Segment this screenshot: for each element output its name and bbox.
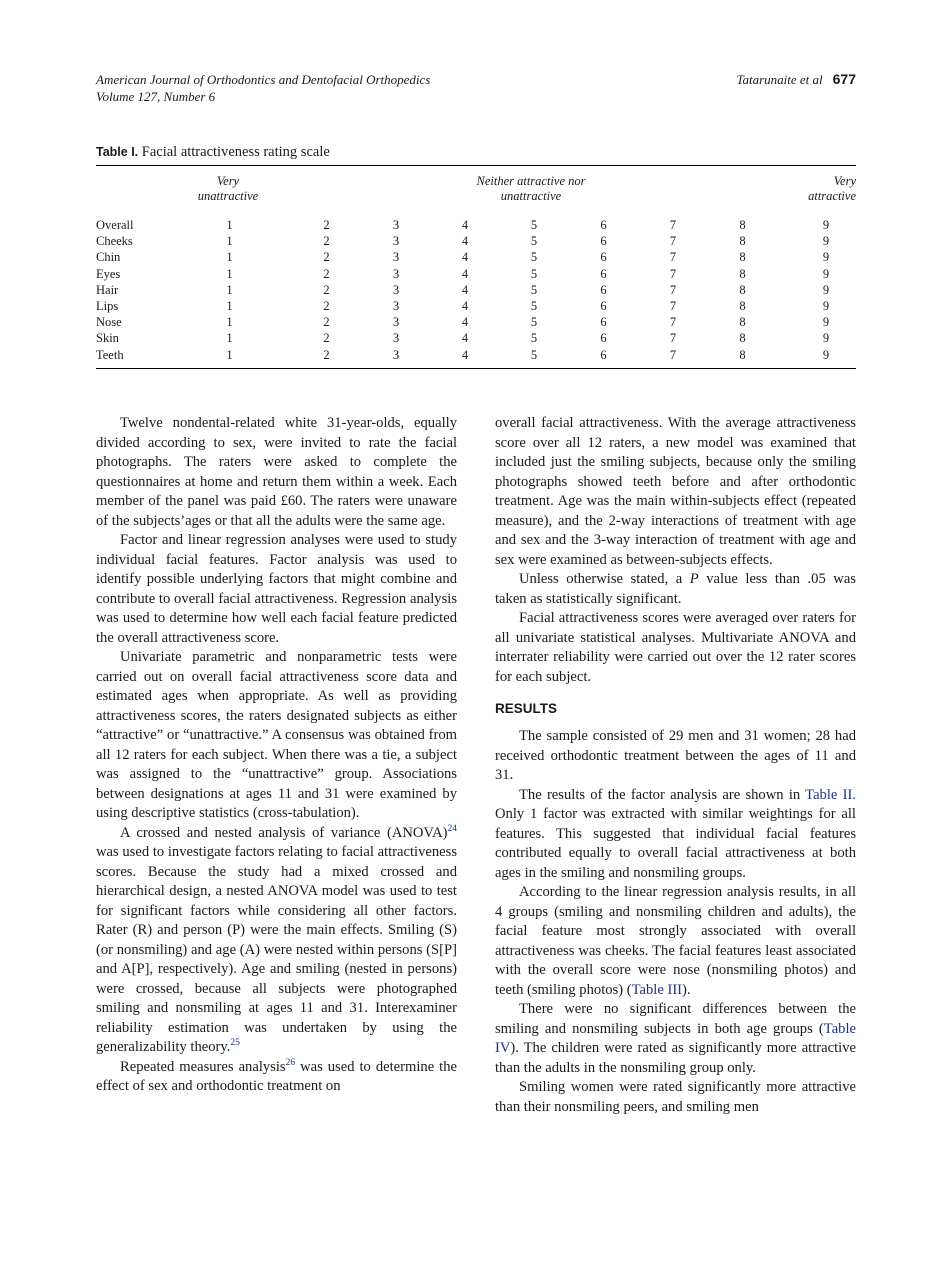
citation-link[interactable]: 24 xyxy=(447,823,457,834)
scale-cell: 9 xyxy=(822,266,830,281)
scale-cell: 6 xyxy=(600,331,607,346)
row-label: Eyes xyxy=(96,266,121,281)
scale-cell: 6 xyxy=(600,282,607,297)
scale-cell: 9 xyxy=(822,282,830,297)
scale-cell: 1 xyxy=(226,299,233,314)
running-header-right xyxy=(736,71,856,88)
scale-cell: 3 xyxy=(392,218,400,232)
scale-cell: 6 xyxy=(600,250,607,265)
row-label: Cheeks xyxy=(96,234,133,249)
section-heading-results: RESULTS xyxy=(495,701,558,716)
scale-cell: 9 xyxy=(822,299,830,314)
scale-cell: 8 xyxy=(739,266,746,281)
paragraph: The results of the factor analysis are shown in Table II. Only 1 factor was extracted with similar weightings for all features. This suggested that individual facial features contributed equally to overall facial attractiveness at both ages in the smiling and nonsmiling groups. xyxy=(495,786,857,881)
scale-cell: 3 xyxy=(392,250,400,265)
scale-cell: 6 xyxy=(600,266,607,281)
scale-cell: 2 xyxy=(323,218,330,232)
scale-cell: 1 xyxy=(226,331,233,346)
citation-link[interactable]: 26 xyxy=(285,1057,296,1068)
scale-cell: 7 xyxy=(669,331,677,346)
scale-cell: 2 xyxy=(323,347,330,362)
scale-cell: 7 xyxy=(669,315,677,330)
table-row xyxy=(96,266,856,282)
scale-cell: 9 xyxy=(822,218,830,232)
scale-cell: 1 xyxy=(226,282,233,297)
scale-cell: 3 xyxy=(392,347,400,362)
scale-cell: 5 xyxy=(530,218,538,232)
table-row xyxy=(96,330,856,346)
table-row xyxy=(96,347,856,363)
scale-cell: 6 xyxy=(600,347,607,362)
scale-cell: 5 xyxy=(530,347,538,362)
paragraph: Repeated measures analysis$^{26}$ was used to determine the effect of sex and orthodontic treatment on xyxy=(96,1057,458,1094)
scale-cell: 8 xyxy=(739,234,746,249)
scale-cell: 6 xyxy=(600,315,607,330)
paragraph: Univariate parametric and nonparametric tests were carried out on overall facial attractiveness score data and estimated ages when appropriate. As well as providing attractiveness scores, the raters designated subjects as either “attractive” or “unattractive.” A consensus was obtained from all 12 raters for each subject. When there was a tie, a subject was assigned to the “unattractive” group. Associations between designations at ages 11 and 31 were examined by using descriptive statistics (cross-tabulation). xyxy=(96,649,457,821)
scale-cell: 5 xyxy=(530,299,538,314)
row-label: Chin xyxy=(96,250,121,265)
anchor-very-unattractive: Very unattractive xyxy=(197,174,259,203)
table-row xyxy=(96,282,856,298)
paragraph: Factor and linear regression analyses were used to study individual facial features. Factor analysis was used to identify possible underlying factors that might combine and contribute to overall facial attractiveness. Regression analysis was used to determine how well each facial feature predicted the overall attractiveness score. xyxy=(96,532,457,646)
journal-volume: Volume 127, Number 6 xyxy=(96,89,216,104)
scale-cell: 4 xyxy=(461,234,469,249)
scale-cell: 3 xyxy=(392,266,400,281)
scale-cell: 5 xyxy=(530,266,538,281)
scale-cell: 3 xyxy=(392,331,400,346)
scale-cell: 6 xyxy=(600,234,607,249)
scale-cell: 3 xyxy=(392,282,400,297)
row-label: Nose xyxy=(96,315,122,330)
rating-grid xyxy=(96,217,856,363)
scale-cell: 9 xyxy=(822,234,830,249)
paragraph: There were no significant differences between the smiling and nonsmiling subjects in both age groups (Table IV). The children were rated as significantly more attractive than the adults in the nonsmiling group only. xyxy=(495,1001,856,1076)
scale-cell: 7 xyxy=(669,299,677,314)
scale-cell: 4 xyxy=(461,299,469,314)
scale-cell: 5 xyxy=(530,282,538,297)
scale-cell: 1 xyxy=(226,266,233,281)
scale-cell: 4 xyxy=(461,218,469,232)
scale-cell: 7 xyxy=(669,218,677,232)
anchor-neutral: Neither attractive nor unattractive xyxy=(476,174,586,203)
scale-cell: 5 xyxy=(530,315,538,330)
scale-cell: 3 xyxy=(392,299,400,314)
scale-cell: 2 xyxy=(323,282,330,297)
scale-cell: 1 xyxy=(226,250,233,265)
scale-cell: 2 xyxy=(323,331,330,346)
scale-cell: 9 xyxy=(822,347,830,362)
scale-cell: 8 xyxy=(739,315,746,330)
scale-cell: 7 xyxy=(669,347,677,362)
table-row xyxy=(96,314,856,330)
scale-cell: 1 xyxy=(226,218,233,232)
paragraph: overall facial attractiveness. With the average attractiveness score over all 12 raters, a new model was examined that included just the smiling subjects, because only the smiling photographs showed teeth before and after orthodontic treatment. Age was the main within-subjects effect (repeated measure), and the 2-way interactions of treatment with age and sex and the 3-way interaction of treatment with age and sex were examined as between-subjects effects. xyxy=(495,415,856,568)
paragraph: The sample consisted of 29 men and 31 women; 28 had received orthodontic treatment between the ages of 11 and 31. xyxy=(495,728,856,783)
table-row xyxy=(96,233,856,249)
page-number: 677 xyxy=(832,71,856,87)
scale-cell: 5 xyxy=(530,250,538,265)
row-label: Hair xyxy=(96,282,119,297)
text-column-right xyxy=(495,414,856,1117)
scale-cell: 2 xyxy=(323,315,330,330)
scale-cell: 3 xyxy=(392,234,400,249)
table-label: Table I. xyxy=(96,145,139,159)
scale-cell: 5 xyxy=(530,331,538,346)
paragraph: A crossed and nested analysis of variance (ANOVA)$^{24}$ was used to investigate factors relating to facial attractiveness scores. Because the study had a mixed crossed and hierarchical design, a nested ANOVA model was used to test for significant factors while considering all other factors. Rater (R) and person (P) were the main effects. Smiling (S) (or nonsmiling) and age (A) were nested within persons (S[P] and A[P], respectively). Age and smiling (nested in persons) were crossed, because all subjects were photographed smiling and nonsmiling at ages 11 and 31. Interexaminer reliability estimation was undertaken by using the generalizability theory.$^{25}$ xyxy=(96,823,457,1055)
scale-cell: 1 xyxy=(226,347,233,362)
scale-cell: 8 xyxy=(739,347,746,362)
paragraph: Unless otherwise stated, a P value less than .05 was taken as statistically significant. xyxy=(495,571,856,607)
table-bottom-rule xyxy=(96,368,856,369)
table-row xyxy=(96,217,856,233)
row-label: Skin xyxy=(96,331,119,346)
scale-cell: 4 xyxy=(461,331,469,346)
citation-link[interactable]: 25 xyxy=(230,1038,240,1049)
scale-cell: 2 xyxy=(323,266,330,281)
scale-cell: 4 xyxy=(461,266,469,281)
text-column-left xyxy=(96,414,457,1097)
paragraph: Twelve nondental-related white 31-year-olds, equally divided according to sex, were invited to rate the facial photographs. The raters were asked to complete the questionnaires at home and return them within a week. Each member of the panel was paid £60. The raters were unaware of the subjects’ages or that all the adults were the same age. xyxy=(96,415,457,529)
scale-cell: 3 xyxy=(392,315,400,330)
table-row xyxy=(96,249,856,265)
paragraph: Facial attractiveness scores were averaged over raters for all univariate statistical analyses. Multivariate ANOVA and interrater reliability were carried out over the 12 rater scores for each subject. xyxy=(495,610,856,685)
table-link[interactable]: Table III xyxy=(631,981,683,998)
scale-cell: 8 xyxy=(739,250,746,265)
table-link[interactable]: Table II. xyxy=(805,786,857,803)
row-label: Lips xyxy=(96,299,119,314)
scale-cell: 4 xyxy=(461,282,469,297)
running-authors: Tatarunaite et al xyxy=(736,72,823,87)
scale-cell: 2 xyxy=(323,234,330,249)
paragraph: According to the linear regression analysis results, in all 4 groups (smiling and nonsmiling children and adults), the facial feature most strongly associated with overall attractiveness was cheeks. The facial features least associated with the overall score were nose (nonsmiling photos) and teeth (smiling photos) (Table III). xyxy=(495,884,856,998)
running-header-left xyxy=(96,71,430,105)
scale-cell: 8 xyxy=(739,331,746,346)
table-row xyxy=(96,298,856,314)
row-label: Teeth xyxy=(96,347,124,362)
scale-cell: 8 xyxy=(739,218,746,232)
scale-cell: 1 xyxy=(226,234,233,249)
paragraph: Smiling women were rated significantly more attractive than their nonsmiling peers, and smiling men xyxy=(495,1079,856,1115)
scale-cell: 8 xyxy=(739,282,746,297)
scale-cell: 6 xyxy=(600,218,607,232)
scale-cell: 4 xyxy=(461,250,469,265)
scale-cell: 9 xyxy=(822,250,830,265)
scale-cell: 2 xyxy=(323,250,330,265)
anchor-very-attractive: Very attractive xyxy=(808,174,856,203)
table-title: Facial attractiveness rating scale xyxy=(141,144,330,160)
scale-cell: 7 xyxy=(669,250,677,265)
scale-cell: 5 xyxy=(530,234,538,249)
scale-cell: 4 xyxy=(461,315,469,330)
scale-cell: 9 xyxy=(822,315,830,330)
table-caption xyxy=(96,144,330,161)
scale-cell: 2 xyxy=(323,299,330,314)
scale-cell: 6 xyxy=(600,299,607,314)
journal-title: American Journal of Orthodontics and Dentofacial Orthopedics xyxy=(96,72,431,87)
scale-cell: 8 xyxy=(739,299,746,314)
scale-cell: 7 xyxy=(669,234,677,249)
scale-cell: 1 xyxy=(226,315,233,330)
row-label: Overall xyxy=(96,218,134,232)
scale-cell: 7 xyxy=(669,266,677,281)
scale-cell: 9 xyxy=(822,331,830,346)
table-link[interactable]: Table IV xyxy=(495,1020,856,1056)
table-top-rule xyxy=(96,165,856,166)
scale-cell: 7 xyxy=(669,282,677,297)
scale-cell: 4 xyxy=(461,347,469,362)
